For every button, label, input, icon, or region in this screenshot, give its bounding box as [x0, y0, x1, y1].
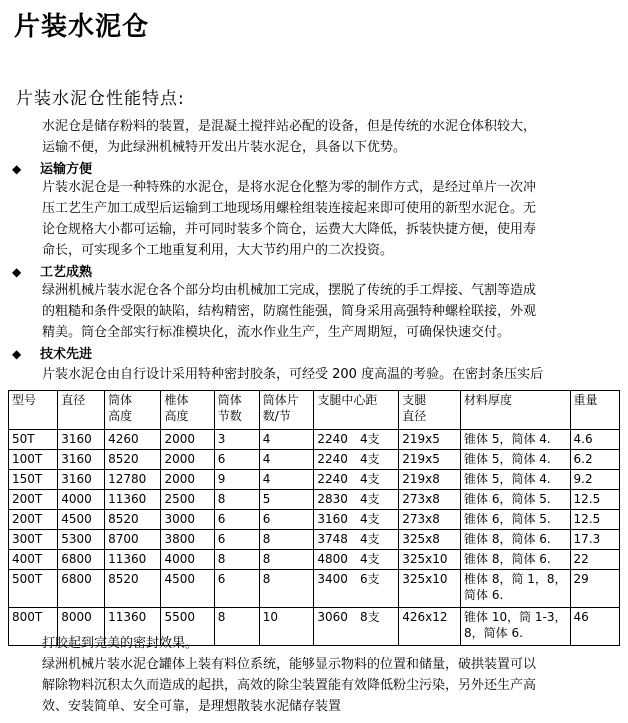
diamond-bullet-icon: ◆	[12, 265, 22, 279]
table-row	[9, 450, 620, 470]
table-cell: 4000	[58, 490, 105, 510]
column-header	[161, 391, 214, 430]
column-header-text: 直径	[402, 409, 427, 423]
section-line: 命长，可实现多个工地重复利用，大大节约用户的二次投资。	[42, 243, 394, 258]
spec-table-body	[9, 430, 620, 646]
table-cell: 11360	[105, 550, 161, 570]
table-cell: 3000	[161, 510, 214, 530]
table-cell: 22	[570, 550, 619, 570]
table-cell: 46	[570, 608, 619, 646]
table-cell: 50T	[9, 430, 58, 450]
intro-line: 水泥仓是储存粉料的装置，是混凝土搅拌站必配的设备，但是传统的水泥仓体积较大，	[42, 119, 537, 134]
table-cell: 5500	[161, 608, 214, 646]
table-cell: 2000	[161, 470, 214, 490]
table-cell: 2240 4支	[314, 430, 399, 450]
table-cell: 11360	[105, 608, 161, 646]
table-row	[9, 550, 620, 570]
header-row	[9, 391, 620, 430]
table-cell: 12780	[105, 470, 161, 490]
table-cell: 9	[214, 470, 259, 490]
table-cell: 6	[259, 510, 314, 530]
table-cell: 4800 4支	[314, 550, 399, 570]
table-cell: 6800	[58, 550, 105, 570]
section-line: 论仓规格大小都可运输，并可同时装多个筒仓，运费大大降低，拆装快捷方便，使用寿	[42, 222, 537, 237]
section-body-transport	[42, 177, 580, 261]
column-header-text: 材料厚度	[464, 393, 513, 407]
table-cell: 2000	[161, 430, 214, 450]
spec-table	[8, 390, 620, 646]
table-row	[9, 530, 620, 550]
table-cell: 5	[259, 490, 314, 510]
table-cell: 273x8	[399, 510, 461, 530]
table-cell: 12.5	[570, 490, 619, 510]
table-cell: 8000	[58, 608, 105, 646]
table-cell: 9.2	[570, 470, 619, 490]
table-cell: 4	[259, 450, 314, 470]
section-line: 压工艺生产加工成型后运输到工地现场用螺栓组装连接起来即可使用的新型水泥仓。无	[42, 201, 537, 216]
table-cell: 4500	[58, 510, 105, 530]
table-cell: 200T	[9, 510, 58, 530]
closing-paragraph	[42, 633, 580, 717]
column-header-text: 节数	[217, 409, 242, 423]
table-cell: 6.2	[570, 450, 619, 470]
column-header-text: 重量	[573, 393, 598, 407]
table-cell: 800T	[9, 608, 58, 646]
table-cell: 2000	[161, 450, 214, 470]
table-cell: 8700	[105, 530, 161, 550]
column-header	[570, 391, 619, 430]
table-cell: 2500	[161, 490, 214, 510]
table-cell: 300T	[9, 530, 58, 550]
table-cell: 锥体 10，筒 1-3，8，简体 6.	[461, 608, 571, 646]
table-cell: 2830 4支	[314, 490, 399, 510]
table-cell: 3160	[58, 430, 105, 450]
column-header-text: 支腿中心距	[317, 393, 378, 407]
table-cell: 6	[214, 530, 259, 550]
column-header	[105, 391, 161, 430]
table-cell: 3160	[58, 470, 105, 490]
table-cell: 3060 8支	[314, 608, 399, 646]
table-cell: 3160	[58, 450, 105, 470]
table-cell: 219x5	[399, 450, 461, 470]
column-header	[399, 391, 461, 430]
table-row	[9, 470, 620, 490]
table-cell: 219x5	[399, 430, 461, 450]
column-header-text: 数/节	[262, 409, 291, 423]
column-header-text: 型号	[12, 393, 37, 407]
table-row	[9, 490, 620, 510]
section-line: 片装水泥仓由自行设计采用特种密封胶条，可经受 200 度高温的考验。在密封条压实后	[42, 367, 544, 382]
diamond-bullet-icon: ◆	[12, 162, 22, 176]
table-cell: 3748 4支	[314, 530, 399, 550]
table-cell: 200T	[9, 490, 58, 510]
table-cell: 4	[259, 470, 314, 490]
table-row	[9, 570, 620, 608]
column-header-text: 椎体	[164, 393, 189, 407]
table-cell: 锥体 6，简体 5.	[461, 510, 571, 530]
table-cell: 锥体 5，简体 4.	[461, 430, 571, 450]
diamond-bullet-icon: ◆	[12, 347, 22, 361]
table-cell: 150T	[9, 470, 58, 490]
table-cell: 29	[570, 570, 619, 608]
table-cell: 2240 4支	[314, 450, 399, 470]
table-cell: 8	[214, 550, 259, 570]
table-cell: 4500	[161, 570, 214, 608]
section-body-technology	[42, 364, 580, 385]
table-cell: 500T	[9, 570, 58, 608]
table-cell: 5300	[58, 530, 105, 550]
closing-line: 效、安装简单、安全可靠，是理想散装水泥储存装置	[42, 699, 342, 714]
table-cell: 11360	[105, 490, 161, 510]
page-title: 片装水泥仓	[14, 12, 150, 42]
table-cell: 4000	[161, 550, 214, 570]
table-cell: 12.5	[570, 510, 619, 530]
closing-line: 打胶起到完美的密封效果。	[42, 636, 199, 651]
section-line: 的粗糙和条件受限的缺陷，结构精密，防腐性能强，简身采用高强特种螺栓联接，外观	[42, 304, 537, 319]
table-cell: 8520	[105, 510, 161, 530]
table-cell: 6800	[58, 570, 105, 608]
closing-line: 解除物料沉积太久而造成的起拱，高效的除尘装置能有效降低粉尘污染，另外还生产高	[42, 678, 537, 693]
table-cell: 锥体 8，简体 6.	[461, 530, 571, 550]
table-cell: 273x8	[399, 490, 461, 510]
table-cell: 8	[259, 570, 314, 608]
section-line: 精美。筒仓全部实行标准模块化，流水作业生产，生产周期短，可确保快速交付。	[42, 325, 511, 340]
column-header-text: 支腿	[402, 393, 427, 407]
table-row	[9, 510, 620, 530]
table-cell: 325x8	[399, 530, 461, 550]
table-cell: 3400 6支	[314, 570, 399, 608]
table-cell: 8	[259, 550, 314, 570]
table-cell: 锥体 8，简体 6.	[461, 550, 571, 570]
table-cell: 426x12	[399, 608, 461, 646]
table-cell: 219x8	[399, 470, 461, 490]
table-cell: 4.6	[570, 430, 619, 450]
column-header	[9, 391, 58, 430]
column-header-text: 筒体	[108, 393, 133, 407]
table-cell: 6	[214, 450, 259, 470]
intro-paragraph	[42, 116, 580, 158]
features-subtitle: 片装水泥仓性能特点:	[16, 89, 185, 109]
table-cell: 椎体 8，简 1，8，简体 6.	[461, 570, 571, 608]
table-cell: 100T	[9, 450, 58, 470]
section-heading-text: 运输方便	[40, 162, 93, 177]
table-cell: 3	[214, 430, 259, 450]
column-header-text: 直径	[61, 393, 86, 407]
table-cell: 10	[259, 608, 314, 646]
table-cell: 8520	[105, 570, 161, 608]
section-body-process	[42, 280, 580, 343]
section-heading-text: 工艺成熟	[40, 265, 93, 280]
column-header-text: 高度	[164, 409, 189, 423]
column-header	[214, 391, 259, 430]
table-cell: 325x10	[399, 570, 461, 608]
table-cell: 6	[214, 570, 259, 608]
intro-line: 运输不便，为此绿洲机械特开发出片装水泥仓，具备以下优势。	[42, 140, 407, 155]
section-line: 片装水泥仓是一种特殊的水泥仓，是将水泥仓化整为零的制作方式，是经过单片一次冲	[42, 180, 537, 195]
section-heading-text: 技术先进	[40, 347, 93, 362]
column-header	[58, 391, 105, 430]
column-header-text: 高度	[108, 409, 133, 423]
table-cell: 8	[214, 608, 259, 646]
table-cell: 锥体 6，简体 5.	[461, 490, 571, 510]
table-cell: 锥体 5，简体 4.	[461, 450, 571, 470]
column-header-text: 筒体	[217, 393, 242, 407]
closing-line: 绿洲机械片装水泥仓罐体上装有料位系统，能够显示物料的位置和储量，破拱装置可以	[42, 657, 537, 672]
table-cell: 4260	[105, 430, 161, 450]
table-cell: 17.3	[570, 530, 619, 550]
table-cell: 4	[259, 430, 314, 450]
table-row	[9, 430, 620, 450]
table-cell: 2240 4支	[314, 470, 399, 490]
table-cell: 3160 4支	[314, 510, 399, 530]
column-header	[314, 391, 399, 430]
column-header	[259, 391, 314, 430]
table-cell: 325x10	[399, 550, 461, 570]
column-header-text: 筒体片	[262, 393, 299, 407]
column-header	[461, 391, 571, 430]
table-cell: 400T	[9, 550, 58, 570]
table-cell: 8	[259, 530, 314, 550]
table-cell: 8	[214, 490, 259, 510]
spec-table-header	[9, 391, 620, 430]
table-cell: 8520	[105, 450, 161, 470]
table-cell: 6	[214, 510, 259, 530]
section-line: 绿洲机械片装水泥仓各个部分均由机械加工完成，摆脱了传统的手工焊接、气割等造成	[42, 283, 537, 298]
table-cell: 3800	[161, 530, 214, 550]
section-heading-technology	[12, 345, 92, 364]
table-cell: 锥体 5，简体 4.	[461, 470, 571, 490]
